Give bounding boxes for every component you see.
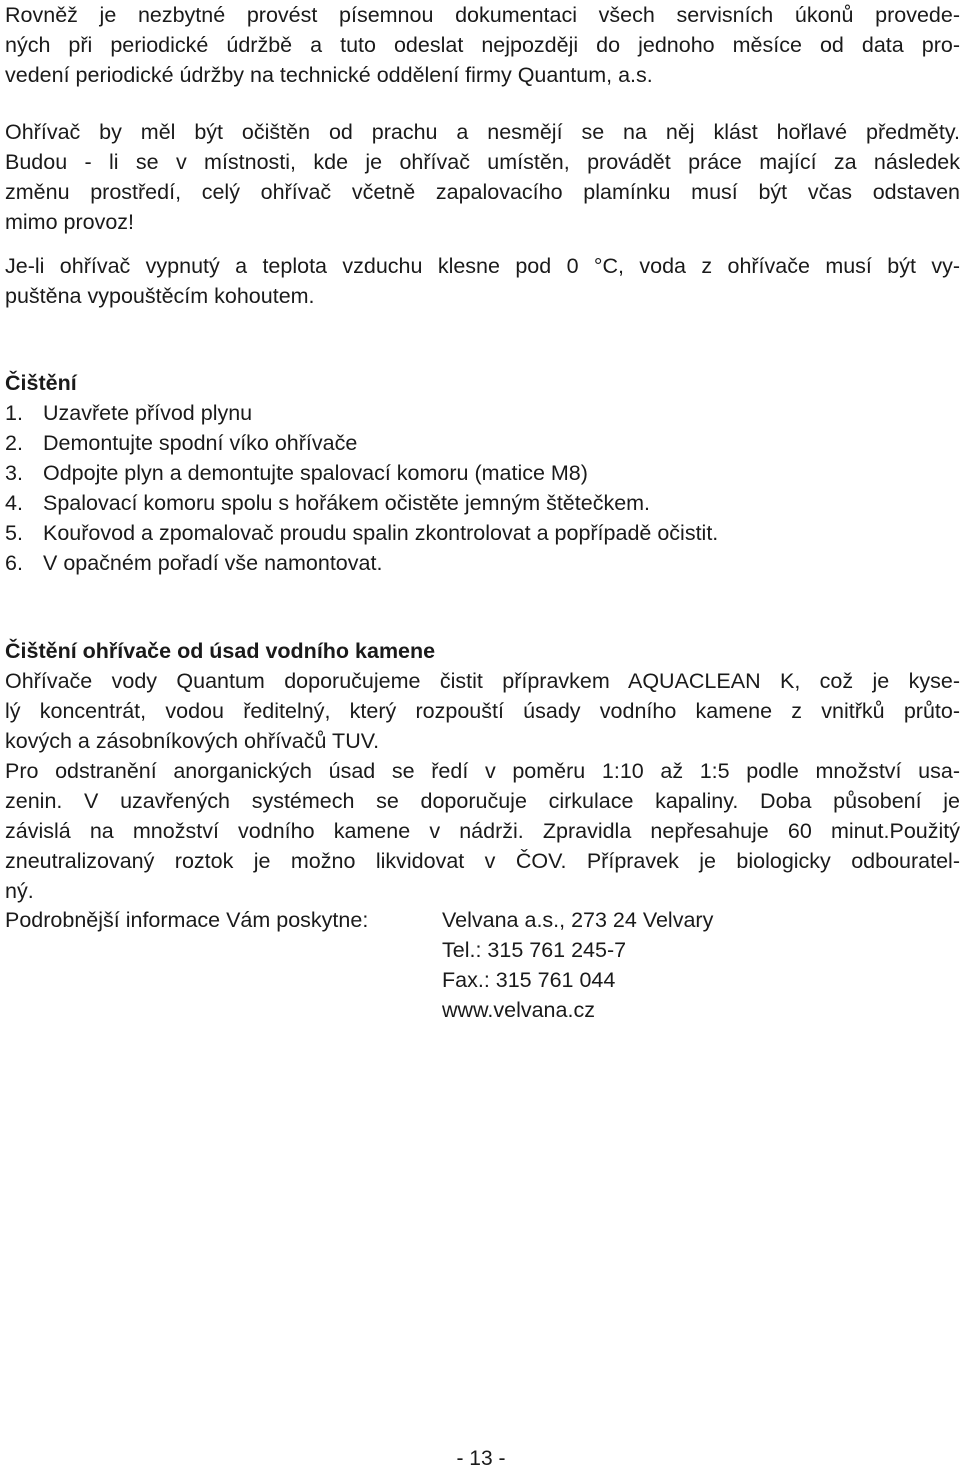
- list-item-number: 2.: [5, 431, 23, 455]
- cleaning-heading: Čištění: [5, 371, 77, 395]
- intro-line-3: vedení periodické údržby na technické oddělení firmy Quantum, a.s.: [5, 63, 653, 87]
- safety-line-4: mimo provoz!: [5, 210, 135, 234]
- page-number: - 13 -: [456, 1447, 506, 1470]
- list-item-number: 4.: [5, 491, 23, 515]
- intro-paragraph: [5, 0, 960, 90]
- safety-line-1: Ohřívač by měl být očištěn od prachu a nesmějí se na něj klást hořlavé předměty.: [5, 120, 960, 144]
- contact-label: Podrobnější informace Vám poskytne:: [5, 908, 369, 932]
- list-item-text: Uzavřete přívod plynu: [43, 401, 253, 425]
- safety-line-3: změnu prostředí, celý ohřívač včetně zapalovacího plamínku musí být včas odstaven: [5, 180, 960, 204]
- contact-details: [442, 905, 713, 1025]
- list-item-text: V opačném pořadí vše namontovat.: [43, 551, 383, 575]
- intro-line-1: Rovněž je nezbytné provést písemnou dokumentaci všech servisních úkonů provede-: [5, 3, 960, 27]
- list-item-number: 1.: [5, 401, 23, 425]
- contact-company: Velvana a.s., 273 24 Velvary: [442, 908, 714, 932]
- list-item-number: 3.: [5, 461, 23, 485]
- contact-fax: Fax.: 315 761 044: [442, 968, 616, 992]
- descaling-line-2: lý koncentrát, vodou ředitelný, který rozpouští úsady vodního kamene z vnitřků průto-: [5, 699, 960, 723]
- descaling-line-1: Ohřívače vody Quantum doporučujeme čistit přípravkem AQUACLEAN K, což je kyse-: [5, 669, 960, 693]
- contact-web: www.velvana.cz: [442, 998, 595, 1022]
- frost-line-2: puštěna vypouštěcím kohoutem.: [5, 284, 315, 308]
- list-item: [5, 488, 960, 518]
- list-item: [5, 518, 960, 548]
- safety-paragraph: [5, 117, 960, 237]
- descaling-line-3: kových a zásobníkových ohřívačů TUV.: [5, 729, 380, 753]
- list-item: [5, 458, 960, 488]
- list-item-text: Odpojte plyn a demontujte spalovací komoru (matice M8): [43, 461, 588, 485]
- descaling-section: [5, 636, 960, 906]
- intro-line-2: ných při periodické údržbě a tuto odeslat nejpozději do jednoho měsíce od data pro-: [5, 33, 960, 57]
- list-item-text: Kouřovod a zpomalovač proudu spalin zkontrolovat a popřípadě očistit.: [43, 521, 719, 545]
- frost-paragraph: [5, 251, 960, 311]
- list-item-number: 5.: [5, 521, 23, 545]
- descaling-line-5: zenin. V uzavřených systémech se doporučuje cirkulace kapaliny. Doba působení je: [5, 789, 960, 813]
- list-item: [5, 428, 960, 458]
- list-item-text: Demontujte spodní víko ohřívače: [43, 431, 358, 455]
- descaling-line-7: zneutralizovaný roztok je možno likvidovat v ČOV. Přípravek je biologicky odbouratel-: [5, 849, 960, 873]
- descaling-heading: Čištění ohřívače od úsad vodního kamene: [5, 639, 436, 663]
- list-item-text: Spalovací komoru spolu s hořákem očistěte jemným štětečkem.: [43, 491, 651, 515]
- safety-line-2: Budou - li se v místnosti, kde je ohřívač umístěn, provádět práce mající za následek: [5, 150, 960, 174]
- cleaning-section: [5, 368, 960, 578]
- descaling-line-8: ný.: [5, 879, 34, 903]
- descaling-line-6: závislá na množství vodního kamene v nádrži. Zpravidla nepřesahuje 60 minut.Použitý: [5, 819, 960, 843]
- page-footer: [0, 1444, 960, 1474]
- list-item: [5, 398, 960, 428]
- frost-line-1: Je-li ohřívač vypnutý a teplota vzduchu klesne pod 0 °C, voda z ohřívače musí být vy-: [5, 254, 960, 278]
- list-item-number: 6.: [5, 551, 23, 575]
- list-item: [5, 548, 960, 578]
- contact-tel: Tel.: 315 761 245-7: [442, 938, 627, 962]
- descaling-line-4: Pro odstranění anorganických úsad se ředí v poměru 1:10 až 1:5 podle množství usa-: [5, 759, 960, 783]
